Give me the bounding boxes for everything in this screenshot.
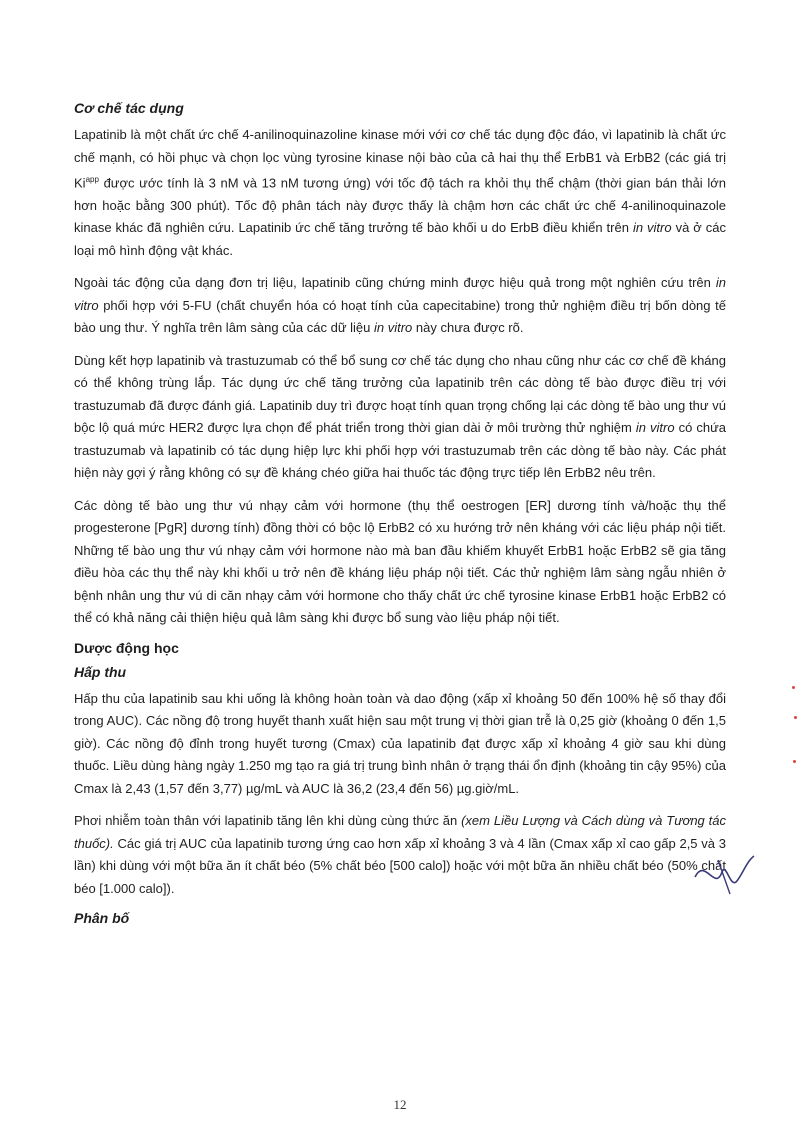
signature-mark bbox=[690, 852, 760, 902]
subheading-absorption: Hấp thu bbox=[74, 663, 127, 680]
paragraph-mechanism-2: Ngoài tác động của dạng đơn trị liệu, lapatinib cũng chứng minh được hiệu quả trong một nghiên cứu trên in vitro phối hợp với 5-FU (chất chuyển hóa có hoạt tính của capecitabine) trong thử nghiệm điều trị bốn dòng tế bào ung thư. Ý nghĩa trên lâm sàng của các dữ liệu in vitro này chưa được rõ. bbox=[74, 275, 726, 336]
document-body bbox=[74, 100, 726, 926]
section-heading-pharmacokinetics: Dược động học bbox=[74, 639, 179, 656]
paragraph-mechanism-4: Các dòng tế bào ung thư vú nhạy cảm với hormone (thụ thể oestrogen [ER] dương tính và/hoặc thụ thể progesterone [PgR] dương tính) đồng thời có bộc lộ ErbB2 có xu hướng trở nên kháng với các liệu pháp nội tiết. Những tế bào ung thư vú nhạy cảm với hormone nào mà ban đầu khiếm khuyết ErbB1 hoặc ErbB2 sẽ gia tăng điều hòa các thụ thể này khi khối u trở nên đề kháng liệu pháp nội tiết. Các thử nghiệm lâm sàng ngẫu nhiên ở bệnh nhân ung thư vú di căn nhạy cảm với hormone cho thấy chất ức chế tyrosine kinase ErbB1 hoặc ErbB2 có thể có khả năng cải thiện hiệu quả lâm sàng khi được bổ sung vào liệu pháp nội tiết. bbox=[74, 497, 726, 626]
paragraph-absorption-1: Hấp thu của lapatinib sau khi uống là không hoàn toàn và dao động (xấp xỉ khoảng 50 đến 100% hệ số thay đổi trong AUC). Các nồng độ trong huyết thanh xuất hiện sau một trung vị thời gian trễ là 0,25 giờ (khoảng 0 đến 1,5 giờ). Các nồng độ đỉnh trong huyết tương (Cmax) của lapatinib đạt được xấp xỉ khoảng 4 giờ sau khi dùng thuốc. Liều dùng hàng ngày 1.250 mg tạo ra giá trị trung bình nhân ở trạng thái ổn định (khoảng tin cậy 95%) của Cmax là 2,43 (1,57 đến 3,77) µg/mL và AUC là 36,2 (23,4 đến 56) µg.giờ/mL. bbox=[74, 690, 726, 796]
scan-artifact bbox=[793, 760, 796, 763]
scan-artifact bbox=[792, 686, 795, 689]
paragraph-mechanism-1: Lapatinib là một chất ức chế 4-anilinoquinazoline kinase mới với cơ chế tác dụng độc đáo, vì lapatinib là chất ức chế mạnh, có hồi phục và chọn lọc vùng tyrosine kinase nội bào của cả hai thụ thể ErbB1 và ErbB2 (các giá trị $Ki^{app}$ được ước tính là 3 nM và 13 nM tương ứng) với tốc độ tách ra khỏi thụ thể chậm (thời gian bán thải lớn hơn hoặc bằng 300 phút). Tốc độ phân tách này được thấy là chậm hơn các chất ức chế 4-anilinoquinazole kinase khác đã nghiên cứu. Lapatinib ức chế tăng trưởng tế bào khối u do ErbB điều khiển trên in vitro và ở các loại mô hình động vật khác. bbox=[74, 127, 726, 258]
page-number: 12 bbox=[393, 1097, 407, 1112]
paragraph-mechanism-3: Dùng kết hợp lapatinib và trastuzumab có thể bổ sung cơ chế tác dụng cho nhau cũng như các cơ chế đề kháng có thể không trùng lắp. Tác dụng ức chế tăng trưởng của lapatinib trên các dòng tế bào được điều trị với trastuzumab đã được đánh giá. Lapatinib duy trì được hoạt tính quan trọng chống lại các dòng tế bào ung thư vú bộc lộ quá mức HER2 được lựa chọn để phát triển trong thời gian dài ở môi trường thử nghiệm in vitro có chứa trastuzumab và lapatinib có tác dụng hiệp lực khi phối hợp với trastuzumab trên các dòng tế bào này. Các phát hiện này gợi ý rằng không có sự đề kháng chéo giữa hai thuốc tác động trực tiếp lên ErbB2 nêu trên. bbox=[74, 352, 726, 481]
section-heading-mechanism: Cơ chế tác dụng bbox=[74, 100, 184, 116]
subheading-distribution: Phân bố bbox=[74, 910, 130, 927]
scan-artifact bbox=[794, 716, 797, 719]
paragraph-absorption-2: Phơi nhiễm toàn thân với lapatinib tăng lên khi dùng cùng thức ăn (xem Liều Lượng và Cách dùng và Tương tác thuốc). Các giá trị AUC của lapatinib tương ứng cao hơn xấp xỉ khoảng 3 và 4 lần (Cmax xấp xỉ cao gấp 2,5 và 3 lần) khi dùng với một bữa ăn ít chất béo (5% chất béo [500 calo]) hoặc với một bữa ăn nhiều chất béo (50% chất béo [1.000 calo]). bbox=[74, 813, 727, 896]
